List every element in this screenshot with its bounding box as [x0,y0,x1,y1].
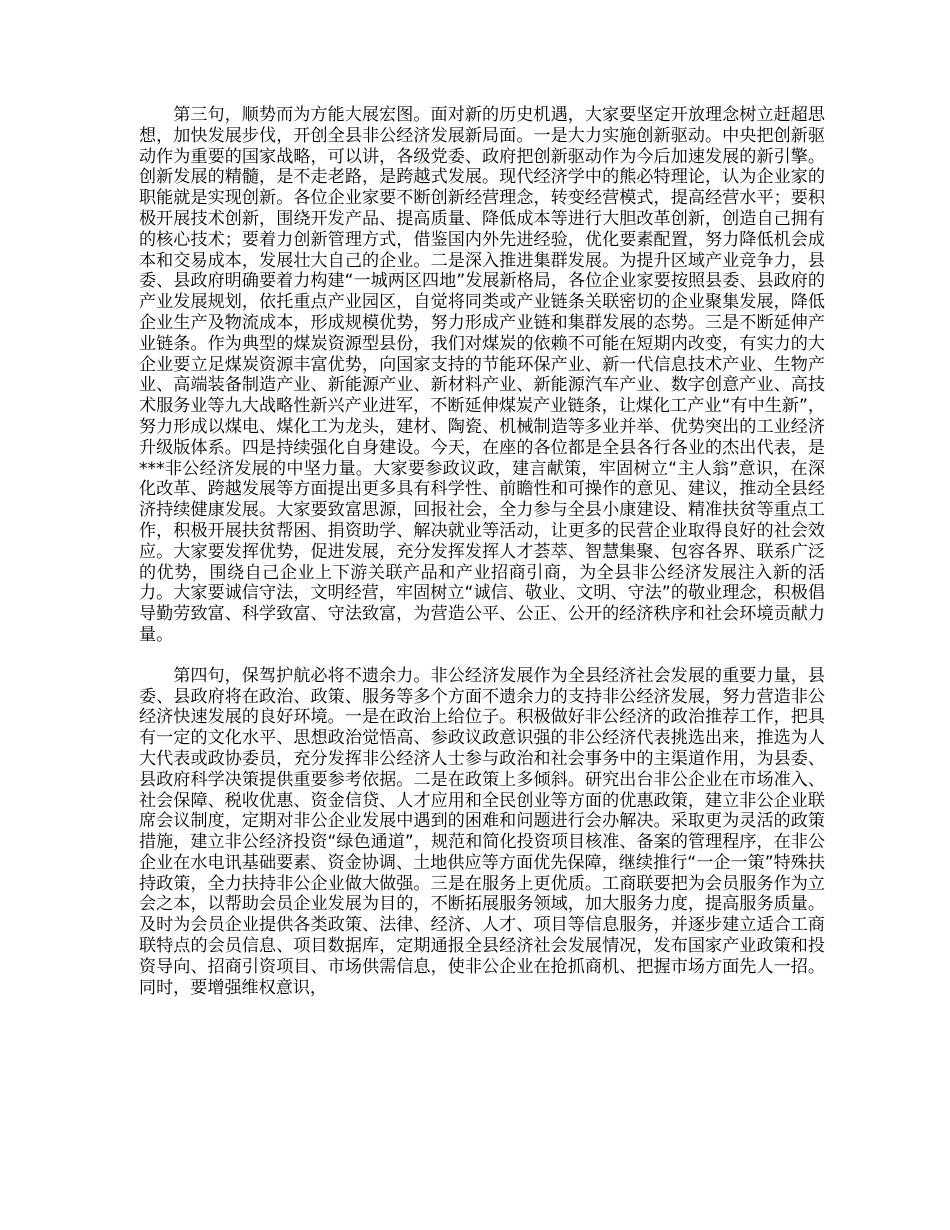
document-body [139,105,825,998]
paragraph-fourth-point: 第四句，保驾护航必将不遗余力。非公经济发展作为全县经济社会发展的重要力量，县委、县政府将在政治、政策、服务等多个方面不遗余力的支持非公经济发展，努力营造非公经济快速发展的良好环境。一是在政治上给位子。积极做好非公经济的政治推荐工作，把具有一定的文化水平、思想政治觉悟高、参政议政意识强的非公经济代表挑选出来，推选为人大代表或政协委员，充分发挥非公经济人士参与政治和社会事务中的主渠道作用，为县委、县政府科学决策提供重要参考依据。二是在政策上多倾斜。研究出台非公企业在市场准入、社会保障、税收优惠、资金信贷、人才应用和全民创业等方面的优惠政策，建立非公企业联席会议制度，定期对非公企业发展中遇到的困难和问题进行会办解决。采取更为灵活的政策措施，建立非公经济投资“绿色通道”，规范和简化投资项目核准、备案的管理程序，在非公企业在水电讯基础要素、资金协调、土地供应等方面优先保障，继续推行“一企一策”特殊扶持政策，全力扶持非公企业做大做强。三是在服务上更优质。工商联要把为会员服务作为立会之本，以帮助会员企业发展为目的，不断拓展服务领域，加大服务力度，提高服务质量。及时为会员企业提供各类政策、法律、经济、人才、项目等信息服务，并逐步建立适合工商联特点的会员信息、项目数据库，定期通报全县经济社会发展情况，发布国家产业政策和投资导向、招商引资项目、市场供需信息，使非公企业在抢抓商机、把握市场方面先人一招。同时，要增强维权意识， [139,665,825,998]
paragraph-third-point: 第三句，顺势而为方能大展宏图。面对新的历史机遇，大家要坚定开放理念树立赶超思想，加快发展步伐，开创全县非公经济发展新局面。一是大力实施创新驱动。中央把创新驱动作为重要的国家战略，可以讲，各级党委、政府把创新驱动作为今后加速发展的新引擎。创新发展的精髓，是不走老路，是跨越式发展。现代经济学中的熊必特理论，认为企业家的职能就是实现创新。各位企业家要不断创新经营理念，转变经营模式，提高经营水平；要积极开展技术创新，围绕开发产品、提高质量、降低成本等进行大胆改革创新，创造自己拥有的核心技术；要着力创新管理方式，借鉴国内外先进经验，优化要素配置，努力降低机会成本和交易成本，发展壮大自己的企业。二是深入推进集群发展。为提升区域产业竞争力，县委、县政府明确要着力构建“一城两区四地”发展新格局，各位企业家要按照县委、县政府的产业发展规划，依托重点产业园区，自觉将同类或产业链条关联密切的企业聚集发展，降低企业生产及物流成本，形成规模优势，努力形成产业链和集群发展的态势。三是不断延伸产业链条。作为典型的煤炭资源型县份，我们对煤炭的依赖不可能在短期内改变，有实力的大企业要立足煤炭资源丰富优势，向国家支持的节能环保产业、新一代信息技术产业、生物产业、高端装备制造产业、新能源产业、新材料产业、新能源汽车产业、数字创意产业、高技术服务业等九大战略性新兴产业进军，不断延伸煤炭产业链条，让煤化工产业“有中生新”，努力形成以煤电、煤化工为龙头，建材、陶瓷、机械制造等多业并举、优势突出的工业经济升级版体系。四是持续强化自身建设。今天，在座的各位都是全县各行各业的杰出代表，是***非公经济发展的中坚力量。大家要参政议政，建言献策，牢固树立“主人翁”意识，在深化改革、跨越发展等方面提出更多具有科学性、前瞻性和可操作的意见、建议，推动全县经济持续健康发展。大家要致富思源，回报社会，全力参与全县小康建设、精准扶贫等重点工作，积极开展扶贫帮困、捐资助学、解决就业等活动，让更多的民营企业取得良好的社会效应。大家要发挥优势，促进发展，充分发挥发挥人才荟萃、智慧集聚、包容各界、联系广泛的优势，围绕自己企业上下游关联产品和产业招商引商，为全县非公经济发展注入新的活力。大家要诚信守法，文明经营，牢固树立“诚信、敬业、文明、守法”的敬业理念，积极倡导勤劳致富、科学致富、守法致富，为营造公平、公正、公开的经济秩序和社会环境贡献力量。 [139,105,825,645]
